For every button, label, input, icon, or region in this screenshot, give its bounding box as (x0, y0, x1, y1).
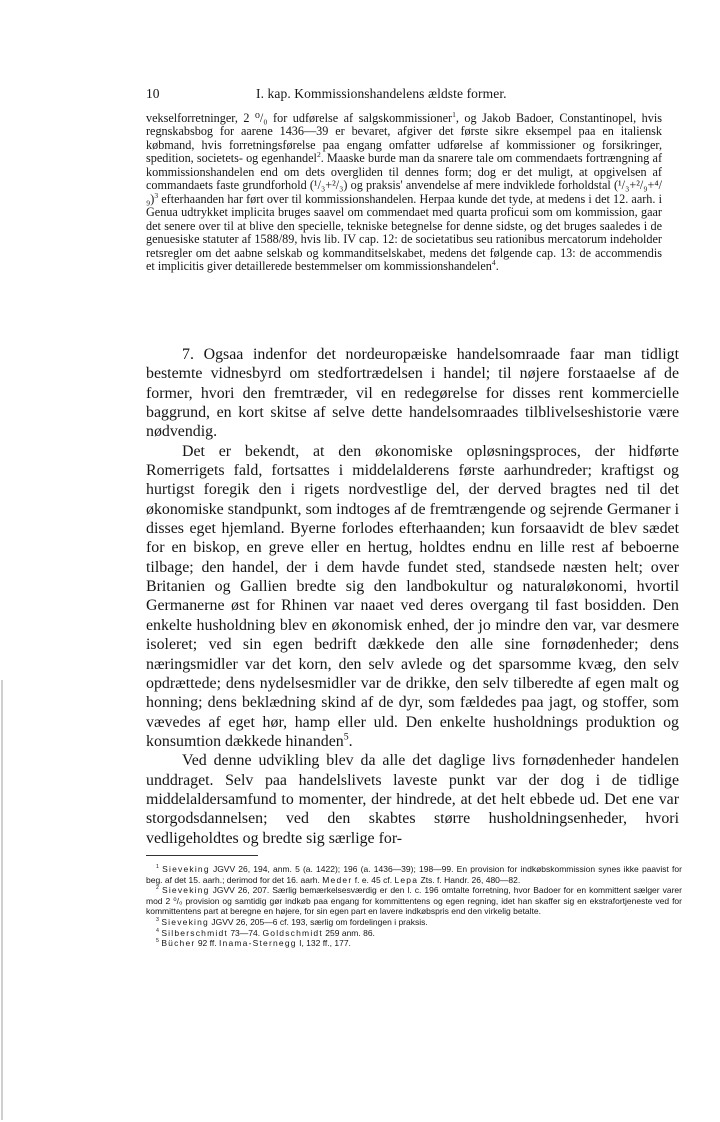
text-run: . (348, 732, 353, 750)
continued-paragraph (146, 109, 662, 273)
text-run: Det er bekendt, at den økonomiske opløsningsproces, der hidførte Romerrigets fald, fortsattes i middelalderens første aarhundreder; kraftigst og hurtigst foregik den i rigets nordvestlige del, der derved bragtes ned til det økonomiske standpunkt, som indtoges af de fremtrængende og sejrende Germaner i disses eget hjemland. Byerne forlodes efterhaanden; kun forsaavidt de blev sædet for en biskop, en greve eller en hertug, holdtes endnu en lille rest af beboerne tilbage; den handel, der i dem havde fundet sted, standsede næsten helt; over Britanien og Gallien bredte sig den landbokultur og naturaløkonomi, hvortil Germanerne øst for Rhinen var naaet ved deres overgang til fast bosidden. Den enkelte husholdning blev en økonomisk enhed, der jo mindre den var, var desmere isoleret; ved sin egen bedrift dækkede den alle sine fornødenheder; dens næringsmidler var det korn, den selv avlede og det sparsomme kvæg, den selv opdrættede; dens nydelsesmidler var de drikke, den selv tilberedte af egen malt og honning; dens beklædning skind af de dyr, som fældedes paa jagt, og stoffer, som vævedes af eget hør, hamp eller uld. Den enkelte husholdnings produktion og konsumtion dækkede hinanden (146, 442, 679, 750)
footnote-author: Sieveking (161, 885, 210, 896)
footnote-ref[interactable]: 4 (491, 257, 496, 267)
footnote-3 (146, 917, 682, 928)
text-run: . (495, 258, 499, 273)
footnote-text: JGVV 26, 205—6 cf. 193, særlig om fordelingen i praksis. (211, 916, 428, 927)
footnote-number: 4 (156, 927, 159, 934)
footnotes (146, 864, 682, 949)
footnote-ref[interactable]: 1 (452, 109, 456, 119)
scan-edge-shadow (1, 680, 3, 1120)
footnote-text: JGVV 26, 207. Særlig bemærkelsesværdig er den l. c. 196 omtalte forretning, hvor Badoer for en kommittent sælger varer mod 2 ⁰/₀ provision og samtidig gør indkøb paa engang for kommittentens og egen regning, idet han skaffer sig en ekstrafortjeneste ved for kommittentens part at beregne en højere, for sin egen part en lavere indkøbspris end den virkelig betalte. (146, 885, 682, 917)
footnote-author: Silberschmidt (161, 927, 228, 938)
text-run: efterhaanden har ført over til kommissionshandelen. Herpaa kunde det tyde, at medens i det 12. aarh. i Genua udtrykket implicita bruges saavel om commendaet med quarta proficui som om kommission, gaar det senere over til at blive den specielle, tekniske betegnelse for denne sidste, og det bruges saaledes i de genuesiske statuter af 1588/89, hvis lib. IV cap. 12: de societatibus seu rationibus mercatorum indeholder retsregler om det aabne selskab og kommanditselskabet, medens det følgende cap. 13: de accommendis et implicitis giver detaillerede bestemmelser om kommissionshandelen (146, 191, 662, 273)
footnote-number: 3 (156, 917, 159, 924)
footnote-author: Goldschmidt (262, 927, 323, 938)
running-title: I. kap. Kommissionshandelens ældste former. (256, 86, 507, 101)
footnote-ref[interactable]: 2 (316, 150, 321, 160)
footnote-author: Lepa (394, 874, 419, 885)
text-run: . Maaske burde man da snarere tale om commendaets fortrængning af kommissionshandelen end om dets overgliden til dennes form; dog er det muligt, at opgivelsen af commandaets faste grundforhold (¹/₃+²/₃) og praksis' anvendelse af mere indviklede forholdstal (¹/₃+²/₉+⁴/₉) (146, 151, 662, 206)
footnote-text: I, 132 ff., 177. (299, 938, 351, 949)
footnote-text: JGVV 26, 194, anm. 5 (a. 1422); 196 (a. 1436—39); 198—99. En provision for indkøbskommission synes ikke paavist for beg. af det 15. aarh.; derimod for det 16. aarh. (146, 864, 682, 885)
page-number: 10 (146, 86, 160, 101)
small-print-paragraph (146, 109, 662, 273)
footnote-author: Sieveking (161, 916, 209, 927)
footnote-author: Sieveking (162, 864, 210, 874)
body-paragraph: Ved denne udvikling blev da alle det daglige livs fornødenheder handelen unddraget. Selv paa handelslivets laveste punkt var der dog i de tidlige middelaldersamfund to momenter, der hindrede, at det helt ebbede ud. Det ene var storgodsdannelsen; ved den skabtes større husholdningsenheder, hvori vedligeholdtes og bredte sig særlige for- (146, 752, 679, 847)
footnote-number: 2 (156, 885, 159, 892)
footnote-author: Bücher (161, 938, 196, 949)
footnote-author: Inama-Sternegg (218, 938, 297, 949)
footnote-4 (146, 928, 682, 939)
body-paragraph (146, 442, 679, 752)
footnote-author: Meder (322, 874, 353, 885)
footnote-2 (146, 885, 682, 917)
footnote-ref[interactable]: 5 (343, 731, 349, 743)
footnote-1 (146, 864, 682, 885)
footnote-text: Zts. f. Handr. 26, 480—82. (420, 874, 521, 885)
footnote-text: 259 anm. 86. (325, 927, 375, 938)
footnote-number: 5 (156, 938, 159, 945)
page-header (146, 86, 566, 102)
main-text (146, 345, 679, 848)
footnote-text: f. e. 45 cf. (354, 874, 393, 885)
footnote-text: 73—74. (230, 927, 261, 938)
footnote-5 (146, 938, 682, 949)
footnote-divider (146, 855, 258, 856)
footnote-text: 92 ff. (197, 938, 217, 949)
footnote-number: 1 (156, 864, 159, 871)
text-run: vekselforretninger, 2 ⁰/₀ for udførelse af salgskommissioner (146, 111, 453, 125)
footnote-ref[interactable]: 3 (154, 190, 159, 200)
text-run: , og Jakob Badoer, Constantinopel, hvis regnskabsbog for aarene 1436—39 er bevaret, afgiver det første sikre eksempel paa en italiensk købmand, hvis forretningsførelse paa engang omfatter udførelse af kommissioner og forsikringer, spedition, societets- og egenhandel (146, 111, 662, 166)
section-7-paragraph: 7. Ogsaa indenfor det nordeuropæiske handelsomraade faar man tidligt bestemte vidnesbyrd om stedfortrædelsen i handel; til nøjere forstaaelse af de former, hvori den fremtræder, vil en redegørelse for disses rent kommercielle baggrund, en kort skitse af selve dette handelsomraades tilblivelseshistorie være nødvendig. (146, 346, 679, 441)
